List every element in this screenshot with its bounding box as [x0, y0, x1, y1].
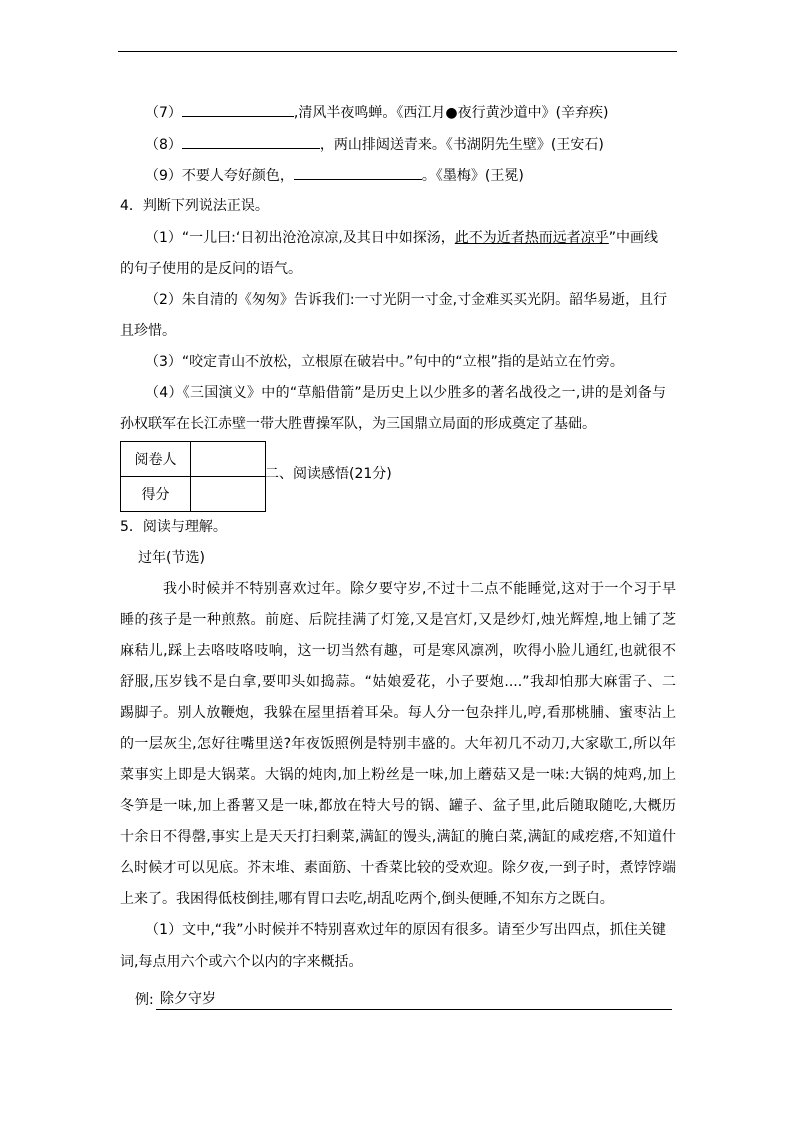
section-heading: 二、阅读感悟(21分) — [265, 466, 392, 482]
example-label: 例: — [135, 992, 154, 1008]
score-label: 得分 — [121, 477, 191, 512]
statement-4: （4）《三国演义》中的“草船借箭”是历史上以少胜多的著名战役之一,讲的是刘备与 — [145, 385, 666, 401]
passage-line: 的一层灰尘,怎好往嘴里送?年夜饭照例是特别丰盛的。大年初几不动刀,大家歇工,所以年 — [120, 736, 676, 752]
statement-3: （3）“咬定青山不放松，立根原在破岩中。”句中的“立根”指的是站立在竹旁。 — [145, 354, 624, 370]
statement-2: （2）朱自清的《匆匆》告诉我们:一寸光阴一寸金,寸金难买买光阴。韶华易逝，且行 — [145, 292, 668, 308]
passage-line: 十余日不得罄,事实上是天天打扫剩菜,满缸的馒头,满缸的腌白菜,满缸的咸疙瘩,不知道什 — [120, 829, 676, 845]
answer-blank-7[interactable] — [182, 101, 294, 117]
question-5-title: 5．阅读与理解。 — [120, 519, 227, 535]
answer-blank-9[interactable] — [294, 164, 422, 180]
score-table — [120, 441, 266, 512]
statement-2-cont: 且珍惜。 — [120, 323, 176, 339]
passage-line: 踢脚子。别人放鞭炮，我躲在屋里捂着耳朵。每人分一包杂拌儿,哼,看那桃脯、蜜枣沾上 — [120, 705, 676, 721]
answer-line[interactable] — [156, 990, 672, 1010]
passage-line: 我小时候并不特别喜欢过年。除夕要守岁,不过十二点不能睡觉,这对于一个习于早 — [163, 581, 676, 597]
fill-blank-8 — [145, 133, 701, 153]
sub-question-1-cont: 词,每点用六个或六个以内的字来概括。 — [120, 954, 363, 970]
item-number: （7） — [145, 105, 182, 121]
statement-1 — [145, 228, 676, 248]
passage-line: 舒服,压岁钱不是白拿,要叩头如捣蒜。“姑娘爱花，小子要炮....”我却怕那大麻雷子、二 — [120, 674, 676, 690]
question-4-title: 4．判断下列说法正误。 — [120, 198, 269, 214]
statement-text: （1）“一儿曰:‘日初出沧沧凉凉,及其日中如探汤， — [145, 230, 455, 246]
statement-text: ”中画线 — [608, 230, 659, 246]
reviewer-label: 阅卷人 — [121, 442, 191, 477]
underlined-sentence: 此不为近者热而远者凉乎 — [454, 230, 609, 246]
passage-title: 过年(节选) — [138, 550, 205, 566]
reviewer-cell[interactable] — [191, 442, 266, 477]
item-text: ,清风半夜鸣蝉。《西江月●夜行黄沙道中》(辛弃疾) — [293, 105, 609, 121]
fill-blank-7 — [145, 101, 701, 121]
fill-blank-9 — [145, 164, 701, 184]
item-number: （9） — [145, 168, 182, 184]
statement-1-cont: 的句子使用的是反问的语气。 — [120, 261, 302, 277]
header-rule — [118, 51, 677, 52]
item-text: ，两山排闼送青来。《书湖阴先生壁》(王安石) — [319, 137, 604, 153]
passage-line: 么时候才可以见底。芥末堆、素面筋、十香菜比较的受欢迎。除夕夜,一到子时，煮饽饽端 — [120, 860, 676, 876]
passage-line: 上来了。我困得低枝倒挂,哪有胃口去吃,胡乱吃两个,倒头便睡,不知东方之既白。 — [120, 891, 614, 907]
item-text: 不要人夸好颜色， — [181, 168, 294, 184]
item-text: 。《墨梅》(王冕) — [421, 168, 524, 184]
sub-question-1: （1）文中,“我”小时候并不特别喜欢过年的原因有很多。请至少写出四点，抓住关键 — [145, 922, 666, 938]
passage-line: 冬笋是一味,加上番薯又是一味,都放在特大号的锅、罐子、盆子里,此后随取随吃,大概历 — [120, 798, 676, 814]
statement-4-cont: 孙权联军在长江赤壁一带大胜曹操军队，为三国鼎立局面的形成奠定了基础。 — [120, 416, 596, 432]
passage-line: 菜事实上即是大锅菜。大锅的炖肉,加上粉丝是一味,加上蘑菇又是一味:大锅的炖鸡,加上 — [120, 767, 676, 783]
passage-line: 麻秸儿,踩上去咯吱咯吱响，这一切当然有趣，可是寒风凛冽，吹得小脸儿通红,也就很不 — [120, 643, 676, 659]
item-number: （8） — [145, 137, 182, 153]
passage-line: 睡的孩子是一种煎熬。前庭、后院挂满了灯笼,又是宫灯,又是纱灯,烛光辉煌,地上铺了芝 — [120, 612, 676, 628]
answer-blank-8[interactable] — [182, 133, 320, 149]
example-answer: 除夕守岁 — [160, 991, 216, 1007]
score-cell[interactable] — [191, 477, 266, 512]
